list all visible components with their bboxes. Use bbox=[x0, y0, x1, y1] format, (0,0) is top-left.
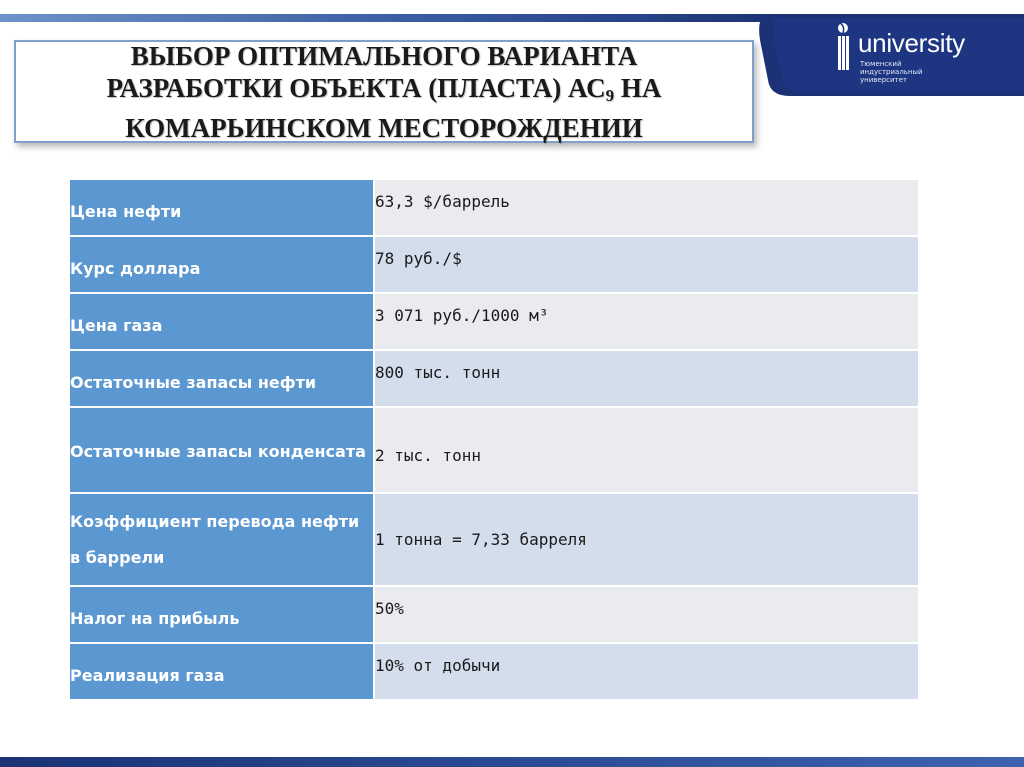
table-row bbox=[69, 493, 919, 586]
title-subscript: 9 bbox=[605, 85, 615, 105]
row-label: Коэффициент перевода нефти в баррели bbox=[69, 493, 374, 586]
title-line-2-text: РАЗРАБОТКИ ОБЪЕКТА (ПЛАСТА) АС bbox=[106, 72, 606, 103]
row-value: 1 тонна = 7,33 барреля bbox=[374, 493, 919, 586]
logo-subtitle-line: университет bbox=[860, 76, 908, 84]
row-label: Курс доллара bbox=[69, 236, 374, 293]
row-label: Налог на прибыль bbox=[69, 586, 374, 643]
row-label: Цена нефти bbox=[69, 179, 374, 236]
table-row bbox=[69, 236, 919, 293]
table-row bbox=[69, 407, 919, 493]
title-line-1: ВЫБОР ОПТИМАЛЬНОГО ВАРИАНТА bbox=[130, 40, 638, 71]
title-line-2 bbox=[107, 72, 662, 112]
row-value: 50% bbox=[374, 586, 919, 643]
table-row bbox=[69, 179, 919, 236]
logo-subtitle-line: Тюменский bbox=[860, 60, 902, 68]
table-row bbox=[69, 643, 919, 700]
row-label: Цена газа bbox=[69, 293, 374, 350]
logo-subtitle-line: индустриальный bbox=[860, 68, 923, 76]
logo-wordmark: university bbox=[858, 28, 965, 58]
row-value: 2 тыс. тонн bbox=[374, 407, 919, 493]
table-row bbox=[69, 350, 919, 407]
row-value: 78 руб./$ bbox=[374, 236, 919, 293]
row-label: Остаточные запасы нефти bbox=[69, 350, 374, 407]
row-value: 10% от добычи bbox=[374, 643, 919, 700]
table-row bbox=[69, 586, 919, 643]
table-row bbox=[69, 293, 919, 350]
row-label: Остаточные запасы конденсата bbox=[69, 407, 374, 493]
row-value: 63,3 $/баррель bbox=[374, 179, 919, 236]
title-line-2-end: НА bbox=[614, 72, 662, 103]
parameters-table bbox=[68, 178, 920, 701]
university-figure-icon bbox=[832, 22, 854, 74]
title-line-3: КОМАРЬИНСКОМ МЕСТОРОЖДЕНИИ bbox=[125, 112, 643, 143]
slide-title bbox=[14, 40, 754, 143]
logo-subtitle bbox=[860, 60, 930, 84]
bottom-band bbox=[0, 755, 1024, 767]
row-value: 800 тыс. тонн bbox=[374, 350, 919, 407]
row-value: 3 071 руб./1000 м³ bbox=[374, 293, 919, 350]
row-label: Реализация газа bbox=[69, 643, 374, 700]
university-logo bbox=[832, 18, 972, 84]
